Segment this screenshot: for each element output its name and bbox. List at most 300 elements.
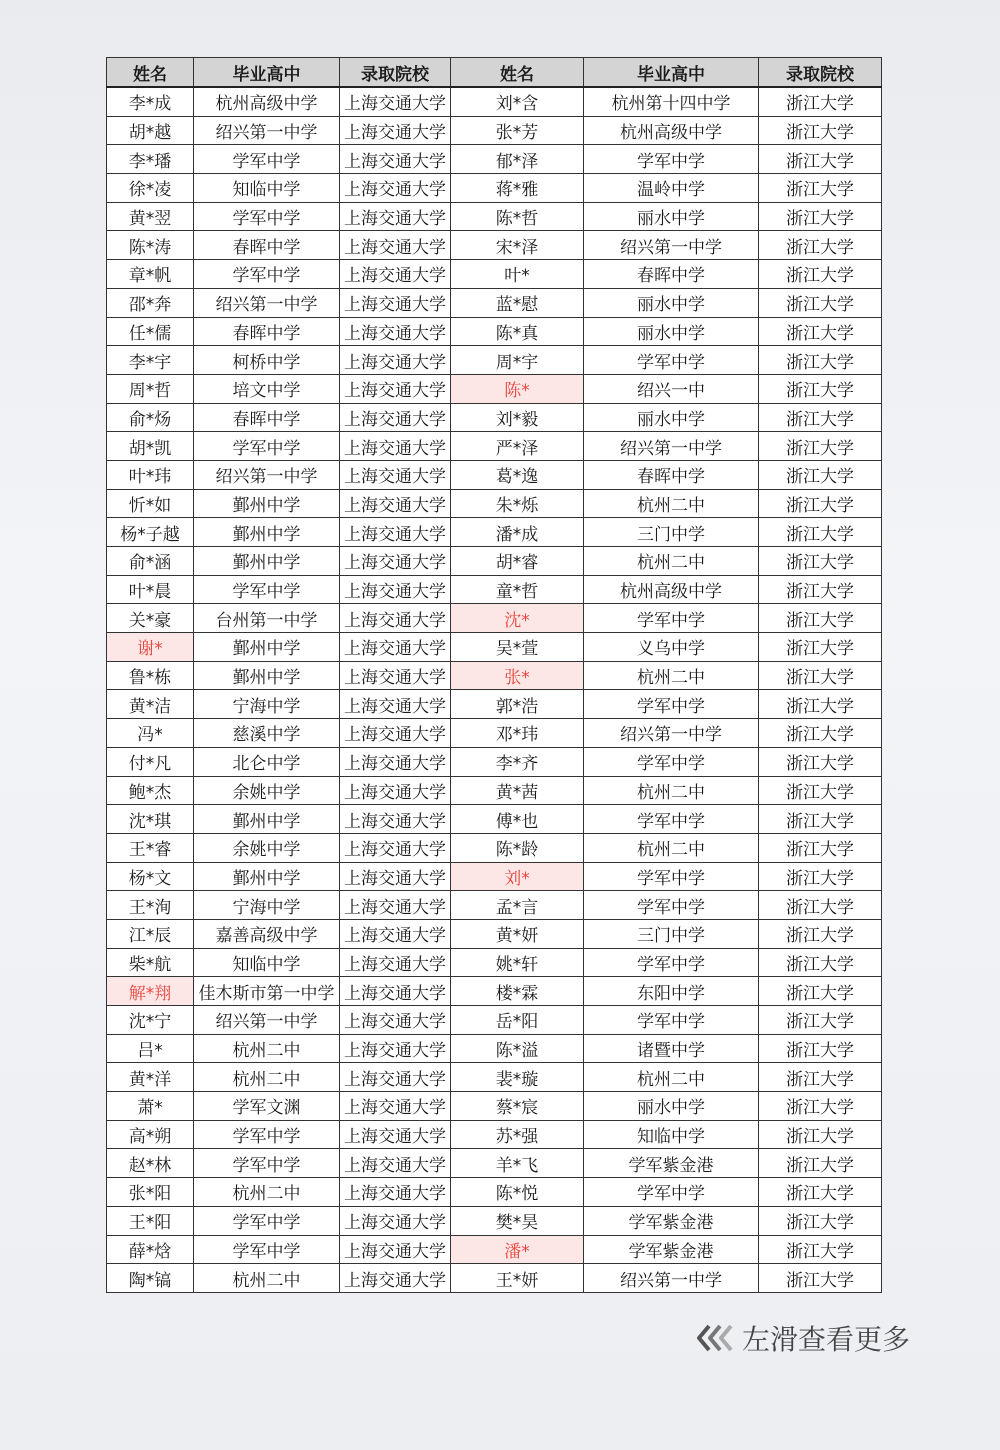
cell-university-right: 浙江大学	[759, 633, 882, 662]
table-row	[107, 747, 882, 776]
cell-university-right: 浙江大学	[759, 231, 882, 260]
cell-name-left: 赵*林	[107, 1149, 194, 1178]
cell-name-right: 蔡*宸	[451, 1092, 584, 1121]
cell-university-left: 上海交通大学	[340, 1264, 451, 1293]
cell-name-right: 童*哲	[451, 575, 584, 604]
cell-school-right: 绍兴第一中学	[584, 231, 759, 260]
swipe-hint[interactable]	[696, 1318, 910, 1358]
cell-name-right: 刘*	[451, 862, 584, 891]
cell-school-left: 学军中学	[194, 1149, 340, 1178]
cell-name-right: 羊*飞	[451, 1149, 584, 1178]
cell-school-left: 绍兴第一中学	[194, 116, 340, 145]
cell-name-left: 沈*宁	[107, 1006, 194, 1035]
cell-name-right: 黄*妍	[451, 919, 584, 948]
cell-university-left: 上海交通大学	[340, 432, 451, 461]
cell-school-right: 学军中学	[584, 948, 759, 977]
cell-name-left: 鲁*栋	[107, 661, 194, 690]
cell-university-left: 上海交通大学	[340, 489, 451, 518]
table-row	[107, 1006, 882, 1035]
cell-name-left: 胡*越	[107, 116, 194, 145]
cell-university-left: 上海交通大学	[340, 1235, 451, 1264]
cell-school-right: 学军中学	[584, 862, 759, 891]
cell-university-left: 上海交通大学	[340, 288, 451, 317]
table-row	[107, 661, 882, 690]
cell-school-right: 春晖中学	[584, 260, 759, 289]
cell-name-left: 李*璠	[107, 145, 194, 174]
cell-name-right: 樊*昊	[451, 1206, 584, 1235]
cell-name-left: 忻*如	[107, 489, 194, 518]
cell-school-left: 学军中学	[194, 575, 340, 604]
cell-school-left: 宁海中学	[194, 690, 340, 719]
cell-name-right: 姚*轩	[451, 948, 584, 977]
cell-university-left: 上海交通大学	[340, 346, 451, 375]
cell-university-right: 浙江大学	[759, 518, 882, 547]
cell-school-left: 北仑中学	[194, 747, 340, 776]
table-row	[107, 547, 882, 576]
cell-name-left: 江*辰	[107, 919, 194, 948]
cell-name-right: 葛*逸	[451, 460, 584, 489]
cell-university-left: 上海交通大学	[340, 547, 451, 576]
cell-name-right: 陈*悦	[451, 1178, 584, 1207]
cell-university-right: 浙江大学	[759, 489, 882, 518]
cell-university-right: 浙江大学	[759, 374, 882, 403]
cell-school-right: 杭州高级中学	[584, 116, 759, 145]
cell-university-left: 上海交通大学	[340, 317, 451, 346]
cell-school-left: 春晖中学	[194, 403, 340, 432]
cell-school-right: 杭州二中	[584, 489, 759, 518]
header-university-left: 录取院校	[340, 58, 451, 88]
cell-school-left: 鄞州中学	[194, 862, 340, 891]
cell-name-left: 黄*洁	[107, 690, 194, 719]
cell-school-right: 知临中学	[584, 1120, 759, 1149]
table-row	[107, 1235, 882, 1264]
cell-school-left: 杭州二中	[194, 1264, 340, 1293]
cell-university-right: 浙江大学	[759, 575, 882, 604]
cell-name-left: 黄*翌	[107, 202, 194, 231]
table-row	[107, 518, 882, 547]
cell-school-right: 三门中学	[584, 919, 759, 948]
table-body	[107, 87, 882, 1292]
cell-school-right: 学军紫金港	[584, 1149, 759, 1178]
cell-university-right: 浙江大学	[759, 719, 882, 748]
cell-school-right: 学军中学	[584, 604, 759, 633]
cell-school-left: 余姚中学	[194, 776, 340, 805]
cell-name-right: 孟*言	[451, 891, 584, 920]
cell-school-left: 余姚中学	[194, 833, 340, 862]
cell-name-right: 陈*龄	[451, 833, 584, 862]
cell-university-right: 浙江大学	[759, 1235, 882, 1264]
cell-name-left: 柴*航	[107, 948, 194, 977]
cell-name-left: 沈*琪	[107, 805, 194, 834]
table-row	[107, 403, 882, 432]
cell-school-left: 学军中学	[194, 1206, 340, 1235]
table-row	[107, 346, 882, 375]
cell-name-left: 陶*镐	[107, 1264, 194, 1293]
cell-name-left: 解*翔	[107, 977, 194, 1006]
cell-university-left: 上海交通大学	[340, 145, 451, 174]
cell-university-right: 浙江大学	[759, 317, 882, 346]
cell-name-left: 薛*焓	[107, 1235, 194, 1264]
table-row	[107, 260, 882, 289]
cell-name-right: 邓*玮	[451, 719, 584, 748]
table-row	[107, 87, 882, 116]
cell-school-left: 绍兴第一中学	[194, 460, 340, 489]
table-row	[107, 977, 882, 1006]
cell-university-right: 浙江大学	[759, 690, 882, 719]
cell-university-right: 浙江大学	[759, 604, 882, 633]
cell-school-left: 绍兴第一中学	[194, 1006, 340, 1035]
cell-school-right: 诸暨中学	[584, 1034, 759, 1063]
cell-university-left: 上海交通大学	[340, 1178, 451, 1207]
table-row	[107, 862, 882, 891]
table-row	[107, 833, 882, 862]
cell-name-right: 朱*烁	[451, 489, 584, 518]
cell-university-left: 上海交通大学	[340, 805, 451, 834]
table-row	[107, 719, 882, 748]
cell-university-right: 浙江大学	[759, 1120, 882, 1149]
cell-university-left: 上海交通大学	[340, 1092, 451, 1121]
cell-university-left: 上海交通大学	[340, 575, 451, 604]
table-row	[107, 604, 882, 633]
table-row	[107, 145, 882, 174]
cell-school-right: 学军中学	[584, 891, 759, 920]
cell-name-left: 杨*文	[107, 862, 194, 891]
cell-school-left: 学军文渊	[194, 1092, 340, 1121]
table-row	[107, 317, 882, 346]
cell-university-left: 上海交通大学	[340, 633, 451, 662]
cell-school-left: 鄞州中学	[194, 489, 340, 518]
cell-university-left: 上海交通大学	[340, 948, 451, 977]
cell-school-right: 杭州二中	[584, 776, 759, 805]
header-school-left: 毕业高中	[194, 58, 340, 88]
cell-university-right: 浙江大学	[759, 87, 882, 116]
cell-university-right: 浙江大学	[759, 547, 882, 576]
cell-name-left: 俞*涵	[107, 547, 194, 576]
header-name-left: 姓名	[107, 58, 194, 88]
cell-name-right: 陈*	[451, 374, 584, 403]
cell-university-left: 上海交通大学	[340, 919, 451, 948]
cell-university-left: 上海交通大学	[340, 661, 451, 690]
cell-name-left: 章*帆	[107, 260, 194, 289]
cell-name-left: 任*儒	[107, 317, 194, 346]
cell-school-right: 丽水中学	[584, 403, 759, 432]
cell-name-left: 杨*子越	[107, 518, 194, 547]
cell-name-right: 陈*哲	[451, 202, 584, 231]
cell-school-right: 学军紫金港	[584, 1206, 759, 1235]
cell-university-left: 上海交通大学	[340, 231, 451, 260]
cell-name-left: 王*阳	[107, 1206, 194, 1235]
cell-name-left: 叶*玮	[107, 460, 194, 489]
table-row	[107, 432, 882, 461]
table-row	[107, 919, 882, 948]
table-row	[107, 1120, 882, 1149]
cell-university-right: 浙江大学	[759, 661, 882, 690]
cell-school-left: 学军中学	[194, 432, 340, 461]
cell-school-left: 杭州二中	[194, 1178, 340, 1207]
table-row	[107, 460, 882, 489]
cell-name-right: 周*宇	[451, 346, 584, 375]
cell-university-left: 上海交通大学	[340, 518, 451, 547]
cell-university-right: 浙江大学	[759, 776, 882, 805]
table-row	[107, 1092, 882, 1121]
table-row	[107, 174, 882, 203]
cell-school-left: 知临中学	[194, 174, 340, 203]
cell-name-left: 徐*凌	[107, 174, 194, 203]
cell-name-right: 宋*泽	[451, 231, 584, 260]
cell-name-right: 蓝*慰	[451, 288, 584, 317]
cell-university-left: 上海交通大学	[340, 977, 451, 1006]
table-row	[107, 288, 882, 317]
cell-name-right: 叶*	[451, 260, 584, 289]
cell-university-right: 浙江大学	[759, 948, 882, 977]
cell-school-right: 三门中学	[584, 518, 759, 547]
cell-university-right: 浙江大学	[759, 1092, 882, 1121]
cell-school-right: 丽水中学	[584, 317, 759, 346]
cell-name-left: 付*凡	[107, 747, 194, 776]
cell-name-left: 俞*炀	[107, 403, 194, 432]
cell-school-left: 鄞州中学	[194, 661, 340, 690]
swipe-hint-label: 左滑查看更多	[742, 1323, 911, 1356]
cell-name-left: 李*宇	[107, 346, 194, 375]
cell-school-right: 学军中学	[584, 145, 759, 174]
cell-university-right: 浙江大学	[759, 1149, 882, 1178]
cell-university-left: 上海交通大学	[340, 174, 451, 203]
cell-university-right: 浙江大学	[759, 260, 882, 289]
cell-name-left: 高*朔	[107, 1120, 194, 1149]
cell-name-left: 关*豪	[107, 604, 194, 633]
cell-university-right: 浙江大学	[759, 805, 882, 834]
cell-school-right: 杭州二中	[584, 833, 759, 862]
cell-university-right: 浙江大学	[759, 747, 882, 776]
cell-name-right: 陈*真	[451, 317, 584, 346]
cell-school-right: 杭州二中	[584, 547, 759, 576]
cell-school-right: 学军中学	[584, 747, 759, 776]
cell-university-left: 上海交通大学	[340, 1006, 451, 1035]
cell-university-left: 上海交通大学	[340, 260, 451, 289]
cell-university-left: 上海交通大学	[340, 833, 451, 862]
cell-name-right: 郭*浩	[451, 690, 584, 719]
cell-school-left: 鄞州中学	[194, 633, 340, 662]
cell-school-right: 绍兴第一中学	[584, 432, 759, 461]
table-row	[107, 1206, 882, 1235]
table-header-row	[107, 58, 882, 88]
cell-school-left: 学军中学	[194, 145, 340, 174]
header-school-right: 毕业高中	[584, 58, 759, 88]
cell-university-left: 上海交通大学	[340, 403, 451, 432]
cell-school-left: 佳木斯市第一中学	[194, 977, 340, 1006]
cell-university-left: 上海交通大学	[340, 116, 451, 145]
cell-university-left: 上海交通大学	[340, 1120, 451, 1149]
cell-name-right: 刘*毅	[451, 403, 584, 432]
cell-name-left: 王*睿	[107, 833, 194, 862]
cell-university-right: 浙江大学	[759, 1006, 882, 1035]
cell-name-left: 萧*	[107, 1092, 194, 1121]
cell-school-left: 杭州二中	[194, 1063, 340, 1092]
cell-school-left: 学军中学	[194, 260, 340, 289]
table-row	[107, 776, 882, 805]
cell-university-left: 上海交通大学	[340, 1206, 451, 1235]
cell-university-left: 上海交通大学	[340, 604, 451, 633]
cell-name-right: 胡*睿	[451, 547, 584, 576]
cell-name-right: 苏*强	[451, 1120, 584, 1149]
cell-name-left: 叶*晨	[107, 575, 194, 604]
cell-school-left: 春晖中学	[194, 231, 340, 260]
cell-university-left: 上海交通大学	[340, 719, 451, 748]
cell-name-right: 傅*也	[451, 805, 584, 834]
table-row	[107, 1178, 882, 1207]
cell-name-left: 鲍*杰	[107, 776, 194, 805]
table-row	[107, 805, 882, 834]
cell-school-right: 丽水中学	[584, 1092, 759, 1121]
table-row	[107, 1034, 882, 1063]
cell-name-left: 胡*凯	[107, 432, 194, 461]
cell-name-right: 王*妍	[451, 1264, 584, 1293]
cell-name-left: 黄*洋	[107, 1063, 194, 1092]
cell-school-left: 柯桥中学	[194, 346, 340, 375]
table-row	[107, 948, 882, 977]
cell-university-left: 上海交通大学	[340, 1034, 451, 1063]
cell-university-right: 浙江大学	[759, 1178, 882, 1207]
cell-name-right: 吴*萱	[451, 633, 584, 662]
cell-name-right: 黄*茜	[451, 776, 584, 805]
table-row	[107, 1149, 882, 1178]
cell-name-right: 沈*	[451, 604, 584, 633]
cell-school-left: 鄞州中学	[194, 805, 340, 834]
cell-name-right: 裴*璇	[451, 1063, 584, 1092]
cell-school-right: 学军中学	[584, 346, 759, 375]
cell-school-left: 知临中学	[194, 948, 340, 977]
cell-university-right: 浙江大学	[759, 1206, 882, 1235]
cell-university-left: 上海交通大学	[340, 862, 451, 891]
double-chevron-left-icon	[696, 1323, 736, 1353]
cell-university-left: 上海交通大学	[340, 1063, 451, 1092]
cell-school-left: 绍兴第一中学	[194, 288, 340, 317]
cell-university-right: 浙江大学	[759, 833, 882, 862]
cell-name-right: 蒋*雅	[451, 174, 584, 203]
table-row	[107, 1264, 882, 1293]
cell-name-left: 邵*奔	[107, 288, 194, 317]
header-name-right: 姓名	[451, 58, 584, 88]
cell-university-right: 浙江大学	[759, 1063, 882, 1092]
admission-table	[106, 57, 882, 1293]
cell-name-left: 冯*	[107, 719, 194, 748]
header-university-right: 录取院校	[759, 58, 882, 88]
cell-school-right: 绍兴第一中学	[584, 1264, 759, 1293]
cell-university-left: 上海交通大学	[340, 1149, 451, 1178]
cell-university-right: 浙江大学	[759, 1264, 882, 1293]
cell-university-right: 浙江大学	[759, 403, 882, 432]
cell-school-left: 嘉善高级中学	[194, 919, 340, 948]
cell-university-left: 上海交通大学	[340, 374, 451, 403]
cell-name-right: 陈*溢	[451, 1034, 584, 1063]
cell-university-right: 浙江大学	[759, 145, 882, 174]
cell-university-right: 浙江大学	[759, 891, 882, 920]
cell-university-left: 上海交通大学	[340, 690, 451, 719]
cell-school-right: 春晖中学	[584, 460, 759, 489]
cell-university-left: 上海交通大学	[340, 747, 451, 776]
table-row	[107, 202, 882, 231]
cell-school-right: 绍兴第一中学	[584, 719, 759, 748]
cell-school-right: 杭州高级中学	[584, 575, 759, 604]
cell-name-right: 楼*霖	[451, 977, 584, 1006]
cell-university-right: 浙江大学	[759, 288, 882, 317]
cell-name-right: 张*	[451, 661, 584, 690]
cell-name-right: 潘*	[451, 1235, 584, 1264]
cell-name-right: 严*泽	[451, 432, 584, 461]
cell-university-right: 浙江大学	[759, 919, 882, 948]
cell-university-left: 上海交通大学	[340, 460, 451, 489]
cell-school-left: 学军中学	[194, 1120, 340, 1149]
cell-name-right: 李*齐	[451, 747, 584, 776]
table-row	[107, 231, 882, 260]
table-row	[107, 116, 882, 145]
cell-university-right: 浙江大学	[759, 1034, 882, 1063]
cell-name-left: 吕*	[107, 1034, 194, 1063]
cell-university-right: 浙江大学	[759, 862, 882, 891]
cell-university-right: 浙江大学	[759, 460, 882, 489]
cell-university-right: 浙江大学	[759, 977, 882, 1006]
cell-school-left: 宁海中学	[194, 891, 340, 920]
cell-name-right: 潘*成	[451, 518, 584, 547]
cell-name-right: 郁*泽	[451, 145, 584, 174]
table-row	[107, 374, 882, 403]
cell-school-right: 学军紫金港	[584, 1235, 759, 1264]
cell-school-right: 杭州二中	[584, 1063, 759, 1092]
cell-school-right: 东阳中学	[584, 977, 759, 1006]
table-row	[107, 891, 882, 920]
cell-school-left: 慈溪中学	[194, 719, 340, 748]
cell-school-left: 学军中学	[194, 202, 340, 231]
cell-name-right: 岳*阳	[451, 1006, 584, 1035]
cell-university-left: 上海交通大学	[340, 87, 451, 116]
cell-name-left: 王*洵	[107, 891, 194, 920]
cell-university-left: 上海交通大学	[340, 202, 451, 231]
cell-university-right: 浙江大学	[759, 432, 882, 461]
cell-name-left: 张*阳	[107, 1178, 194, 1207]
table-row	[107, 1063, 882, 1092]
cell-university-right: 浙江大学	[759, 202, 882, 231]
table-row	[107, 575, 882, 604]
cell-school-right: 义乌中学	[584, 633, 759, 662]
cell-university-right: 浙江大学	[759, 116, 882, 145]
cell-school-left: 杭州高级中学	[194, 87, 340, 116]
cell-name-left: 陈*涛	[107, 231, 194, 260]
cell-school-right: 丽水中学	[584, 288, 759, 317]
cell-school-right: 丽水中学	[584, 202, 759, 231]
table-row	[107, 489, 882, 518]
cell-school-right: 学军中学	[584, 1006, 759, 1035]
cell-university-right: 浙江大学	[759, 346, 882, 375]
cell-name-left: 周*哲	[107, 374, 194, 403]
cell-school-right: 学军中学	[584, 1178, 759, 1207]
table-row	[107, 633, 882, 662]
cell-school-right: 绍兴一中	[584, 374, 759, 403]
cell-school-left: 鄞州中学	[194, 547, 340, 576]
cell-school-left: 培文中学	[194, 374, 340, 403]
cell-school-right: 学军中学	[584, 805, 759, 834]
cell-school-right: 学军中学	[584, 690, 759, 719]
cell-school-right: 杭州二中	[584, 661, 759, 690]
cell-university-right: 浙江大学	[759, 174, 882, 203]
cell-name-left: 李*成	[107, 87, 194, 116]
cell-school-left: 春晖中学	[194, 317, 340, 346]
cell-name-left: 谢*	[107, 633, 194, 662]
cell-school-left: 鄞州中学	[194, 518, 340, 547]
cell-school-right: 杭州第十四中学	[584, 87, 759, 116]
table-row	[107, 690, 882, 719]
cell-school-left: 台州第一中学	[194, 604, 340, 633]
cell-school-left: 学军中学	[194, 1235, 340, 1264]
